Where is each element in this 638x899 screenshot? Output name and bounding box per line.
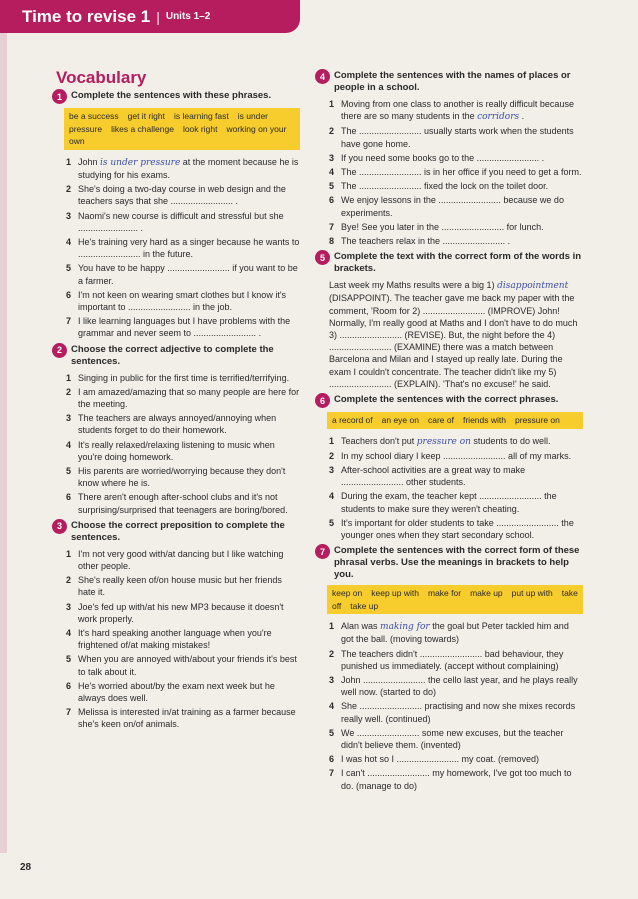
right-column	[315, 70, 583, 796]
exercise-item	[329, 674, 583, 698]
exercise-item	[66, 372, 300, 384]
item-number: 8	[329, 236, 335, 247]
exercise-number-badge: 4	[315, 69, 330, 84]
item-number: 3	[329, 675, 335, 685]
phrase-box	[64, 108, 300, 150]
item-number: 5	[329, 727, 335, 738]
phrase-item: friends with	[462, 415, 506, 426]
exercise-item	[66, 315, 300, 339]
units-label: Units 1–2	[165, 11, 211, 22]
phrase-item: care of	[427, 415, 454, 426]
item-list	[66, 156, 300, 340]
exercise-item	[329, 648, 583, 672]
handwritten-answer: corridors	[477, 112, 520, 123]
item-list	[329, 98, 583, 247]
exercise-item	[66, 386, 300, 410]
item-number: 4	[329, 701, 335, 712]
item-number: 5	[66, 263, 72, 274]
item-number: 7	[329, 768, 335, 779]
phrase-item: is under pressure	[69, 111, 269, 134]
exercise-item	[329, 450, 583, 462]
item-number: 6	[66, 289, 72, 300]
exercise-header	[52, 520, 300, 544]
item-number: 3	[66, 601, 72, 612]
item-number: 3	[66, 210, 72, 221]
item-text: It's important for older students to take ......................... the younger ones when they start secondary school.	[341, 517, 574, 540]
item-text: John ......................... the cello last year, and he plays really well now. (started to do)	[341, 675, 578, 698]
exercise-header	[315, 251, 583, 275]
item-number: 6	[329, 195, 335, 206]
exercise-6	[315, 394, 583, 541]
exercise-item	[66, 601, 300, 625]
item-number: 6	[66, 680, 72, 691]
exercise-item	[66, 156, 300, 181]
item-text: There aren't enough after-school clubs and it's not surprising/surprised that teenagers are boring/bored.	[78, 492, 288, 515]
item-number: 3	[329, 152, 335, 163]
exercise-item	[329, 767, 583, 791]
exercise-header	[315, 545, 583, 581]
item-number: 6	[66, 492, 72, 503]
phrase-box	[327, 412, 583, 429]
exercise-item	[66, 574, 300, 598]
exercise-7	[315, 545, 583, 792]
item-text-before: Alan was	[341, 621, 381, 632]
item-number: 1	[66, 548, 72, 559]
item-text: We enjoy lessons in the ......................... because we do experiments.	[341, 195, 564, 218]
item-text: The ......................... usually starts work when the students have gone home.	[341, 126, 574, 149]
exercise-item	[66, 548, 300, 572]
item-text: Joe's fed up with/at his new MP3 because it doesn't work properly.	[78, 601, 284, 624]
item-number: 1	[66, 156, 72, 167]
item-text: After-school activities are a great way to make ......................... other students.	[341, 464, 526, 488]
exercise-item	[329, 98, 583, 123]
item-number: 5	[66, 654, 72, 665]
handwritten-answer: pressure on	[416, 436, 471, 447]
item-text	[341, 435, 583, 448]
item-number: 5	[329, 517, 335, 528]
exercise-number-badge: 2	[52, 343, 67, 358]
exercise-item	[329, 166, 583, 178]
item-text	[341, 98, 583, 123]
phrase-item: keep on	[332, 588, 363, 599]
item-text-after: the goal but Peter tackled him and got the ball. (moving towards)	[341, 621, 569, 645]
page-number: 28	[20, 862, 32, 873]
item-text: I'm not very good with/at dancing but I like watching other people.	[78, 548, 284, 571]
exercise-header	[315, 394, 583, 408]
phrase-item: make for	[427, 588, 462, 599]
exercise-item	[329, 700, 583, 724]
paragraph-text-before: Last week my Maths results were a big 1)	[329, 280, 498, 291]
item-number: 6	[329, 754, 335, 765]
item-text: During the exam, the teacher kept ......................... the students to make sure they weren't cheating.	[341, 491, 557, 514]
exercise-item	[329, 753, 583, 765]
item-number: 2	[329, 450, 335, 461]
exercise-number-badge: 6	[315, 393, 330, 408]
exercise-item	[66, 262, 300, 286]
exercise-instruction: Choose the correct adjective to complete the sentences.	[71, 343, 274, 367]
item-number: 1	[329, 621, 335, 632]
exercise-instruction: Complete the sentences with the correct form of these phrasal verbs. Use the meanings in brackets to help you.	[334, 545, 580, 581]
item-text: The ......................... fixed the lock on the toilet door.	[341, 181, 549, 192]
exercise-item	[66, 491, 300, 515]
item-number: 2	[329, 126, 335, 137]
exercise-header	[52, 90, 300, 104]
item-text: In my school diary I keep ......................... all of my marks.	[341, 450, 572, 461]
item-text: She's really keen of/on house music but her friends hate it.	[78, 575, 282, 598]
item-text: I like learning languages but I have problems with the grammar and never seem to ......................... .	[78, 316, 291, 339]
item-text: Singing in public for the first time is terrified/terrifying.	[78, 372, 290, 383]
exercise-item	[66, 236, 300, 260]
exercise-item	[329, 125, 583, 149]
exercise-item	[329, 435, 583, 448]
section-title: Time to revise 1	[22, 6, 151, 26]
handwritten-answer: is under pressure	[100, 157, 181, 168]
exercise-instruction: Complete the text with the correct form of the words in brackets.	[334, 251, 582, 275]
phrase-item: make up	[470, 588, 503, 599]
exercise-item	[66, 210, 300, 234]
item-number: 1	[329, 99, 335, 109]
item-number: 2	[66, 575, 72, 586]
item-text: He's training very hard as a singer because he wants to ......................... in the future.	[78, 236, 300, 260]
item-list	[329, 620, 583, 792]
exercise-item	[329, 194, 583, 218]
exercise-instruction: Complete the sentences with the names of places or people in a school.	[334, 70, 571, 93]
exercise-5	[315, 251, 583, 390]
exercise-header	[315, 70, 583, 94]
phrase-item: is learning fast	[173, 111, 229, 122]
exercise-number-badge: 5	[315, 250, 330, 265]
phrase-item: take off	[332, 588, 578, 611]
item-text: The teachers relax in the ......................... .	[341, 236, 511, 247]
exercise-item	[329, 517, 583, 541]
handwritten-answer: making for	[380, 622, 430, 633]
exercise-item	[329, 464, 583, 488]
exercise-3	[52, 520, 300, 731]
exercise-instruction: Complete the sentences with the correct phrases.	[334, 394, 559, 406]
section-header	[0, 0, 300, 33]
exercise-number-badge: 3	[52, 519, 67, 534]
item-number: 4	[66, 628, 72, 638]
item-number: 3	[329, 464, 335, 475]
item-number: 4	[66, 439, 72, 450]
item-text: He's worried about/by the exam next week but he always does well.	[78, 680, 275, 704]
phrase-item: a record of	[332, 415, 373, 426]
item-text-before: Moving from one class to another is really difficult because there are so many students in the	[341, 99, 574, 122]
handwritten-answer: disappointment	[497, 281, 569, 292]
exercise-item	[66, 289, 300, 313]
exercise-item	[66, 706, 300, 730]
phrase-item: pressure on	[514, 415, 560, 426]
item-text: When you are annoyed with/about your friends it's best to talk about it.	[78, 654, 297, 677]
left-edge-strip	[0, 33, 7, 853]
item-text: Naomi's new course is difficult and stressful but she ........................ .	[78, 210, 284, 233]
item-text: I'm not keen on wearing smart clothes but I know it's important to ......................... in the job.	[78, 289, 287, 312]
exercise-instruction: Choose the correct preposition to complete the sentences.	[71, 519, 285, 543]
item-number: 7	[329, 221, 335, 232]
item-text-after: students to do well.	[470, 435, 551, 446]
item-text-before: John	[78, 156, 101, 167]
item-text: It's really relaxed/relaxing listening to music when you're doing homework.	[78, 439, 275, 462]
item-text: Bye! See you later in the ......................... for lunch.	[341, 221, 544, 232]
item-text-before: Teachers don't put	[341, 435, 417, 446]
item-number: 2	[66, 184, 72, 195]
left-column	[52, 70, 300, 735]
phrase-item: working on your own	[69, 123, 287, 147]
exercise-item	[329, 620, 583, 645]
item-text-after: at the moment because he is studying for his exams.	[78, 156, 299, 180]
item-number: 5	[66, 465, 72, 476]
item-text: The teachers are always annoyed/annoying when students forget to do their homework.	[78, 413, 277, 436]
exercise-header	[52, 344, 300, 368]
exercise-item	[66, 680, 300, 704]
item-text: We ......................... some new excuses, but the teacher didn't believe them. (invented)	[341, 727, 564, 751]
exercise-item	[329, 221, 583, 233]
item-text: She's doing a two-day course in web design and the teachers says that she ......................... .	[78, 184, 286, 207]
exercise-item	[329, 152, 583, 164]
phrase-item: likes a challenge	[111, 123, 174, 134]
item-text: I can't ......................... my homework, I've got too much to do. (manage to do)	[341, 768, 572, 791]
exercise-4	[315, 70, 583, 247]
exercise-2	[52, 344, 300, 516]
exercise-number-badge: 7	[315, 544, 330, 559]
item-text: She ......................... practising and now she mixes records really well. (continued)	[341, 701, 576, 724]
phrase-item: get it right	[127, 111, 165, 122]
exercise-item	[66, 183, 300, 207]
phrase-item: put up with	[511, 588, 553, 599]
exercise-item	[66, 653, 300, 677]
exercise-item	[329, 490, 583, 514]
exercise-paragraph	[329, 279, 583, 390]
item-number: 7	[66, 316, 72, 327]
item-number: 1	[66, 372, 72, 383]
item-list	[66, 372, 300, 516]
exercise-item	[66, 465, 300, 489]
item-text	[341, 620, 583, 645]
item-text: The ......................... is in her office if you need to get a form.	[341, 167, 582, 178]
item-text	[78, 156, 300, 181]
item-number: 3	[66, 413, 72, 424]
title-separator: |	[156, 8, 160, 25]
item-number: 2	[329, 648, 335, 659]
item-number: 4	[329, 491, 335, 502]
item-text: The teachers didn't ......................... bad behaviour, they punished us immediately. (accept without complaining)	[341, 648, 564, 671]
exercise-item	[329, 180, 583, 192]
item-text: You have to be happy ......................... if you want to be a farmer.	[78, 263, 298, 286]
exercise-item	[329, 235, 583, 247]
item-text-after: .	[519, 111, 525, 122]
item-list	[66, 548, 300, 731]
exercise-item	[66, 412, 300, 436]
item-text: It's hard speaking another language when you're frightened of/at making mistakes!	[78, 628, 272, 651]
item-list	[329, 435, 583, 542]
item-text: I am amazed/amazing that so many people are here for the meeting.	[78, 386, 300, 409]
item-text: If you need some books go to the ......................... .	[341, 152, 545, 163]
phrase-item: an eye on	[381, 415, 419, 426]
item-text: Melissa is interested in/at training as a farmer because she's keen on/of animals.	[78, 707, 296, 730]
exercise-item	[329, 727, 583, 751]
item-text: I was hot so I ......................... my coat. (removed)	[341, 754, 540, 765]
item-number: 1	[329, 435, 335, 446]
exercise-number-badge: 1	[52, 89, 67, 104]
exercise-item	[66, 627, 300, 651]
item-text: His parents are worried/worrying because they don't know where he is.	[78, 465, 286, 489]
phrase-item: keep up with	[371, 588, 419, 599]
exercise-instruction: Complete the sentences with these phrases.	[71, 90, 272, 102]
phrase-item: take up	[350, 600, 379, 611]
exercise-1	[52, 90, 300, 339]
item-number: 4	[66, 236, 72, 247]
vocabulary-heading: Vocabulary	[56, 68, 147, 87]
item-number: 4	[329, 167, 335, 178]
phrase-item: look right	[182, 123, 218, 134]
exercise-item	[66, 439, 300, 463]
paragraph-text-after: (DISAPPOINT). The teacher gave me back my paper with the comment, 'Room for 2) ......................... (IMPROVE) John! Normally, I'm really good at Maths and I don't have to do much 3) ......................... (REVISE). But, the night before the 4) ......................... (EXAMINE) there was a match between Barcelona and Milan and I stayed up really late. During the exam I couldn't concentrate. The teacher didn't like my 5) ......................... (EXPLAIN). 'That's no excuse!' he said.	[329, 293, 578, 389]
item-number: 5	[329, 181, 335, 192]
item-number: 2	[66, 386, 72, 397]
item-number: 7	[66, 707, 72, 718]
phrase-box	[327, 585, 583, 614]
phrase-item: be a success	[69, 111, 119, 122]
